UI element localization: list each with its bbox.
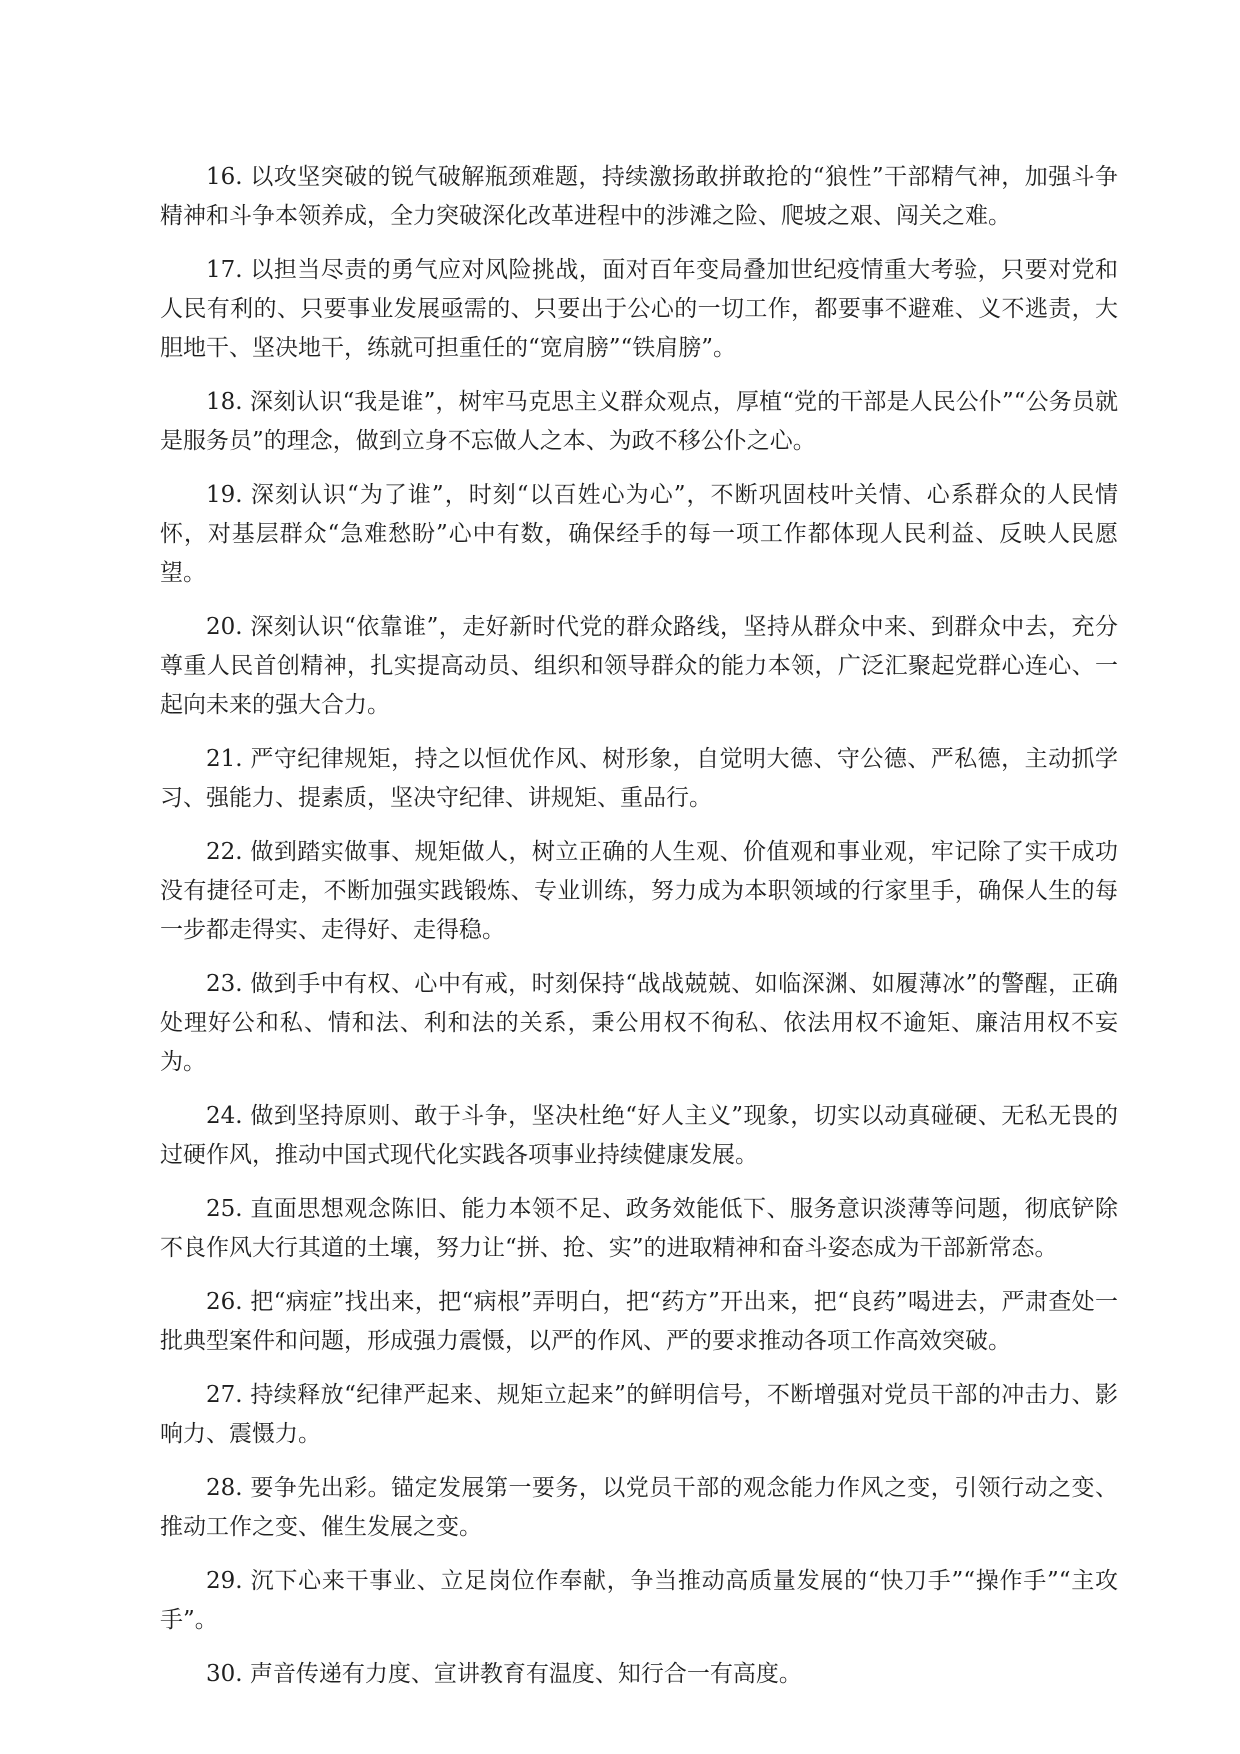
paragraph-18: 18. 深刻认识“我是谁”，树牢马克思主义群众观点，厚植“党的干部是人民公仆”“公务员就是服务员”的理念，做到立身不忘做人之本、为政不移公仆之心。 xyxy=(160,389,1118,454)
paragraph-30: 30. 声音传递有力度、宣讲教育有温度、知行合一有高度。 xyxy=(206,1661,802,1687)
paragraph-25: 25. 直面思想观念陈旧、能力本领不足、政务效能低下、服务意识淡薄等问题，彻底铲除不良作风大行其道的土壤，努力让“拼、抢、实”的进取精神和奋斗姿态成为干部新常态。 xyxy=(160,1196,1118,1261)
document-body xyxy=(160,158,1118,1709)
paragraph-29: 29. 沉下心来干事业、立足岗位作奉献，争当推动高质量发展的“快刀手”“操作手”“主攻手”。 xyxy=(160,1568,1118,1633)
paragraph-28: 28. 要争先出彩。锚定发展第一要务，以党员干部的观念能力作风之变，引领行动之变、推动工作之变、催生发展之变。 xyxy=(160,1475,1118,1540)
paragraph-23: 23. 做到手中有权、心中有戒，时刻保持“战战兢兢、如临深渊、如履薄冰”的警醒，正确处理好公和私、情和法、利和法的关系，秉公用权不徇私、依法用权不逾矩、廉洁用权不妄为。 xyxy=(160,971,1118,1075)
paragraph-17: 17. 以担当尽责的勇气应对风险挑战，面对百年变局叠加世纪疫情重大考验，只要对党和人民有利的、只要事业发展亟需的、只要出于公心的一切工作，都要事不避难、义不逃责，大胆地干、坚决地干，练就可担重任的“宽肩膀”“铁肩膀”。 xyxy=(160,257,1118,361)
paragraph-16: 16. 以攻坚突破的锐气破解瓶颈难题，持续激扬敢拼敢抢的“狼性”干部精气神，加强斗争精神和斗争本领养成，全力突破深化改革进程中的涉滩之险、爬坡之艰、闯关之难。 xyxy=(160,164,1118,229)
paragraph-20: 20. 深刻认识“依靠谁”，走好新时代党的群众路线，坚持从群众中来、到群众中去，充分尊重人民首创精神，扎实提高动员、组织和领导群众的能力本领，广泛汇聚起党群心连心、一起向未来的强大合力。 xyxy=(160,614,1118,718)
paragraph-27: 27. 持续释放“纪律严起来、规矩立起来”的鲜明信号，不断增强对党员干部的冲击力、影响力、震慑力。 xyxy=(160,1382,1118,1447)
paragraph-22: 22. 做到踏实做事、规矩做人，树立正确的人生观、价值观和事业观，牢记除了实干成功没有捷径可走，不断加强实践锻炼、专业训练，努力成为本职领域的行家里手，确保人生的每一步都走得实、走得好、走得稳。 xyxy=(160,839,1118,943)
paragraph-26: 26. 把“病症”找出来，把“病根”弄明白，把“药方”开出来，把“良药”喝进去，严肃查处一批典型案件和问题，形成强力震慑，以严的作风、严的要求推动各项工作高效突破。 xyxy=(160,1289,1118,1354)
paragraph-24: 24. 做到坚持原则、敢于斗争，坚决杜绝“好人主义”现象，切实以动真碰硬、无私无畏的过硬作风，推动中国式现代化实践各项事业持续健康发展。 xyxy=(160,1103,1118,1168)
paragraph-19: 19. 深刻认识“为了谁”，时刻“以百姓心为心”，不断巩固枝叶关情、心系群众的人民情怀，对基层群众“急难愁盼”心中有数，确保经手的每一项工作都体现人民利益、反映人民愿望。 xyxy=(160,482,1118,586)
paragraph-21: 21. 严守纪律规矩，持之以恒优作风、树形象，自觉明大德、守公德、严私德，主动抓学习、强能力、提素质，坚决守纪律、讲规矩、重品行。 xyxy=(160,746,1118,811)
